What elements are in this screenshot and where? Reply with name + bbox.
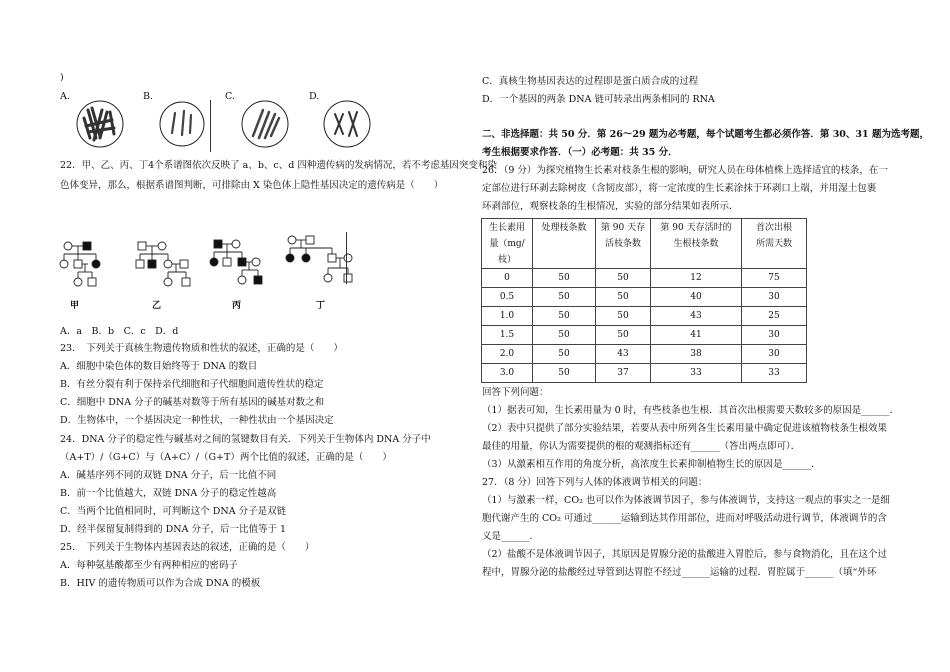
- table-cell: 33: [651, 364, 742, 383]
- cell-b-figure: [157, 99, 207, 149]
- divider-b: [210, 100, 211, 152]
- pedigree-label-ding: 丁: [316, 301, 326, 311]
- results-table: [481, 218, 807, 383]
- table-cell: 0: [482, 269, 533, 288]
- table-row: [482, 364, 807, 383]
- q23-option-d[interactable]: D．生物体中，一个基因决定一种性状，一种性状由一个基因决定: [60, 415, 334, 426]
- q22-line-1: 22．甲、乙、丙、丁4个系谱图依次反映了 a、b、c、d 四种遗传病的发病情况，若不考虑基因突变和染: [60, 160, 497, 171]
- q23-stem: 23． 下列关于真核生物遗传物质和性状的叙述，正确的是（ ）: [60, 343, 343, 354]
- table-cell: 38: [651, 345, 742, 364]
- table-cell: 12: [651, 269, 742, 288]
- table-cell: 50: [533, 364, 596, 383]
- q23-option-a[interactable]: A．细胞中染色体的数目始终等于 DNA 的数目: [60, 361, 258, 372]
- q25-option-b[interactable]: B．HIV 的遗传物质可以作为合成 DNA 的模板: [60, 578, 261, 589]
- q24-line-2: （A+T）/（G+C）与（A+C）/（G+T）两个比值的叙述，正确的是（ ）: [60, 452, 392, 463]
- q26-answer-intro: 回答下列问题：: [482, 387, 549, 398]
- table-cell: 50: [596, 269, 651, 288]
- table-cell: 43: [596, 345, 651, 364]
- q24-option-a[interactable]: A．碱基序列不同的双链 DNA 分子，后一比值不同: [60, 470, 277, 481]
- header-rooted-branches: 第 90 天存活时的 生根枝条数: [651, 219, 742, 269]
- q21-option-c[interactable]: C.: [225, 91, 235, 102]
- q21-option-d[interactable]: D.: [309, 91, 320, 102]
- q21-option-b[interactable]: B.: [143, 91, 154, 102]
- q26-sub-1: （1）据表可知，生长素用量为 0 时，有些枝条也生根．其首次出根需要天数较多的原因是______．: [482, 405, 900, 416]
- header-treated-branches: 处理枝条数: [533, 219, 596, 269]
- header-days-to-root: 首次出根 所需天数: [742, 219, 807, 269]
- table-cell: 50: [533, 288, 596, 307]
- q27-sub-2-line-1: （2）盐酸不是体液调节因子，其原因是胃腺分泌的盐酸进入胃腔后，参与食物消化，且在这个过: [482, 549, 888, 560]
- table-cell: 50: [596, 326, 651, 345]
- header-auxin-dose: 生长素用 量（mg/ 枝）: [482, 219, 533, 269]
- table-cell: 33: [742, 364, 807, 383]
- table-cell: 25: [742, 307, 807, 326]
- table-cell: 1.0: [482, 307, 533, 326]
- q24-option-b[interactable]: B．前一个比值越大，双链 DNA 分子的稳定性越高: [60, 488, 277, 499]
- q27-sub-1-line-2: 胞代谢产生的 CO₂ 可通过______运输到达其作用部位，进而对呼吸活动进行调节，体液调节的含: [482, 513, 887, 524]
- q27-sub-1-line-1: （1）与激素一样，CO₂ 也可以作为体液调节因子，参与体液调节，支持这一观点的事实之一是细: [482, 495, 890, 506]
- table-cell: 1.5: [482, 326, 533, 345]
- pedigree-label-jia: 甲: [70, 301, 80, 311]
- q22-options[interactable]: A．a B．b C．c D．d: [60, 326, 179, 337]
- pedigree-figures: [56, 232, 356, 290]
- q27-stem: 27．（8 分）回答下列与人体的体液调节相关的问题：: [482, 477, 708, 488]
- table-cell: 0.5: [482, 288, 533, 307]
- table-cell: 2.0: [482, 345, 533, 364]
- cell-a-figure: [74, 98, 126, 150]
- q24-option-d[interactable]: D．经半保留复制得到的 DNA 分子，后一比值等于 1: [60, 524, 287, 535]
- table-cell: 50: [533, 269, 596, 288]
- q27-sub-1-line-3: 义是______．: [482, 531, 540, 542]
- q21-option-a[interactable]: A.: [60, 91, 70, 102]
- pedigree-label-bing: 丙: [232, 301, 242, 311]
- q25-option-c[interactable]: C．真核生物基因表达的过程即是蛋白质合成的过程: [482, 76, 699, 87]
- q23-option-c[interactable]: C．细胞中 DNA 分子的碱基对数等于所有基因的碱基对数之和: [60, 397, 325, 408]
- q26-line-1: 26．（9 分）为探究植物生长素对枝条生根的影响，研究人员在母体植株上选择适宜的枝条，在一: [482, 165, 888, 176]
- q23-option-b[interactable]: B．有丝分裂有利于保持亲代细胞和子代细胞间遗传性状的稳定: [60, 379, 324, 390]
- section2-line-2: 考生根据要求作答．（一）必考题：共 35 分．: [482, 147, 678, 158]
- table-cell: 50: [596, 307, 651, 326]
- cell-c-figure: [239, 98, 291, 150]
- table-cell: 40: [651, 288, 742, 307]
- table-cell: 50: [533, 326, 596, 345]
- q24-line-1: 24．DNA 分子的稳定性与碱基对之间的氢键数目有关．下列关于生物体内 DNA 分子中: [60, 434, 431, 445]
- table-cell: 75: [742, 269, 807, 288]
- table-row: [482, 307, 807, 326]
- section2-line-1: 二、非选择题：共 50 分．第 26～29 题为必考题，每个试题考生都必须作答．第 30、31 题为选考题，: [482, 129, 929, 140]
- table-row: [482, 345, 807, 364]
- q24-option-c[interactable]: C．当两个比值相同时，可判断这个 DNA 分子是双链: [60, 506, 287, 517]
- pedigree-label-yi: 乙: [152, 301, 162, 311]
- table-row: [482, 326, 807, 345]
- q27-sub-2-line-2: 程中，胃腺分泌的盐酸经过导管到达胃腔不经过______运输的过程．胃腔属于______（填“外环: [482, 567, 877, 578]
- q25-option-a[interactable]: A．每种氨基酸都至少有两种相应的密码子: [60, 560, 238, 571]
- q26-sub-2-line-1: （2）表中只提供了部分实验结果，若要从表中所列各生长素用量中确定促进该植物枝条生根效果: [482, 423, 888, 434]
- table-cell: 37: [596, 364, 651, 383]
- q26-sub-3: （3）从激素相互作用的角度分析，高浓度生长素抑制植物生长的原因是______．: [482, 459, 821, 470]
- table-cell: 30: [742, 326, 807, 345]
- header-surviving-branches: 第 90 天存 活枝条数: [596, 219, 651, 269]
- table-row: [482, 269, 807, 288]
- q22-line-2: 色体变异，那么，根据系谱图判断，可排除由 X 染色体上隐性基因决定的遗传病是（ ）: [60, 180, 444, 191]
- table-row: [482, 288, 807, 307]
- table-cell: 50: [596, 288, 651, 307]
- divider-ding: [346, 232, 347, 284]
- table-cell: 3.0: [482, 364, 533, 383]
- q26-line-2: 定部位进行环剥去除树皮（含韧皮部），将一定浓度的生长素涂抹于环剥口上端，并用湿土包裹: [482, 183, 877, 194]
- table-cell: 41: [651, 326, 742, 345]
- table-cell: 30: [742, 288, 807, 307]
- table-cell: 43: [651, 307, 742, 326]
- table-cell: 30: [742, 345, 807, 364]
- q21-tail: ): [60, 72, 64, 83]
- table-cell: 50: [533, 307, 596, 326]
- cell-d-figure: [321, 98, 373, 150]
- q25-stem: 25． 下列关于生物体内基因表达的叙述，正确的是（ ）: [60, 542, 315, 553]
- q26-line-3: 环剥部位，观察枝条的生根情况，实验的部分结果如表所示．: [482, 201, 739, 212]
- q25-option-d[interactable]: D．一个基因的两条 DNA 链可转录出两条相同的 RNA: [482, 94, 715, 105]
- table-cell: 50: [533, 345, 596, 364]
- q26-sub-2-line-2: 最佳的用量，你认为需要提供的根的观测指标还有______（答出两点即可）．: [482, 441, 801, 452]
- table-header-row: [482, 219, 807, 269]
